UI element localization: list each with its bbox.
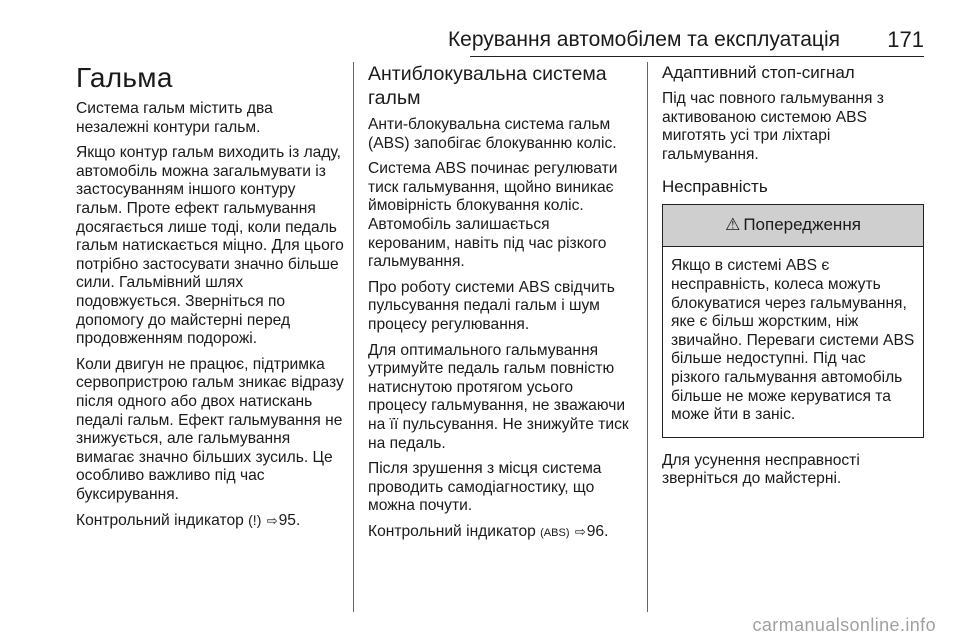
- column-brakes: [76, 62, 346, 538]
- abs-icon: (ABS): [540, 526, 570, 539]
- brakes-paragraph-2: Якщо контур гальм виходить із ладу, автомобіль можна загальмувати із застосуванням іншого контуру гальм. Проте ефект гальмування досягається лише тоді, коли педаль гальм натискається міцно. Для цього потрібно застосувати значно більше сили. Гальмівний шлях подовжується. Зверніться по допомогу до майстерні перед продовженням подорожі.: [76, 144, 344, 348]
- watermark: carmanualsonline.info: [752, 615, 936, 635]
- header-title: Керування автомобілем та експлуатація: [447, 28, 840, 51]
- adaptive-brake-light-paragraph: Під час повного гальмування з активованою системою ABS миготять усі три ліхтарі гальмування.: [662, 90, 884, 163]
- column-divider-1: [353, 62, 354, 612]
- brakes-paragraph-1: Система гальм містить два незалежні контури гальм.: [76, 100, 273, 136]
- column-abs: [368, 62, 634, 549]
- page-reference-arrow-icon: ⇨: [574, 523, 586, 539]
- warning-triangle-icon: ⚠: [725, 215, 741, 235]
- fault-footer-text: Для усунення несправності зверніться до майстерні.: [662, 451, 860, 488]
- warning-header: [663, 205, 923, 247]
- brakes-indicator-line: [76, 511, 346, 531]
- abs-indicator-text: Контрольний індикатор: [368, 522, 536, 540]
- warning-box: [662, 204, 924, 437]
- warning-title: Попередження: [743, 215, 861, 235]
- brakes-indicator-text: Контрольний індикатор: [76, 512, 244, 530]
- header-rule: [470, 56, 924, 57]
- page-reference-arrow-icon: ⇨: [266, 513, 278, 529]
- abs-paragraph-1: Анти-блокувальна система гальм (ABS) запобігає блокуванню коліс.: [368, 116, 617, 152]
- page-number: 171: [887, 27, 924, 52]
- warning-body: Якщо в системі ABS є несправність, колеса можуть блокуватися через гальмування, яке є більш жорстким, ніж звичайно. Переваги системи ABS більше недоступні. Під час різкого гальмування автомобіль більше не може керуватися та може йти в заніс.: [671, 257, 915, 424]
- adaptive-brake-light-heading: Адаптивний стоп-сигнал: [662, 63, 855, 82]
- brakes-indicator-page[interactable]: 95.: [278, 512, 301, 530]
- column-adaptive-brake-light: [662, 62, 924, 496]
- abs-paragraph-3: Про роботу системи ABS свідчить пульсування педалі гальм і шум процесу регулювання.: [368, 278, 615, 333]
- brakes-heading: Гальма: [76, 62, 173, 93]
- abs-paragraph-5: Після зрушення з місця система проводить самодіагностику, що можна почути.: [368, 460, 602, 515]
- abs-indicator-page[interactable]: 96.: [586, 522, 609, 540]
- abs-indicator-line: [368, 523, 634, 543]
- column-divider-2: [647, 62, 648, 612]
- fault-subheading: Несправність: [662, 177, 768, 197]
- brake-warning-icon: (!): [248, 512, 262, 529]
- abs-heading: Антиблокувальна система гальм: [368, 63, 607, 109]
- brakes-paragraph-3: Коли двигун не працює, підтримка сервопристрою гальм зникає відразу після одного або двох натискань педалі гальм. Ефект гальмування не знижується, але гальмування вимагає значно більших зусиль. Це особливо важливо під час буксирування.: [76, 355, 344, 503]
- abs-paragraph-4: Для оптимального гальмування утримуйте педаль гальм повністю натиснутою протягом усього процесу гальмування, не зважаючи на її пульсування. Не знижуйте тиск на педаль.: [368, 341, 629, 452]
- abs-paragraph-2: Система ABS починає регулювати тиск гальмування, щойно виникає ймовірність блокування коліс. Автомобіль залишається керованим, навіть під час різкого гальмування.: [368, 160, 618, 271]
